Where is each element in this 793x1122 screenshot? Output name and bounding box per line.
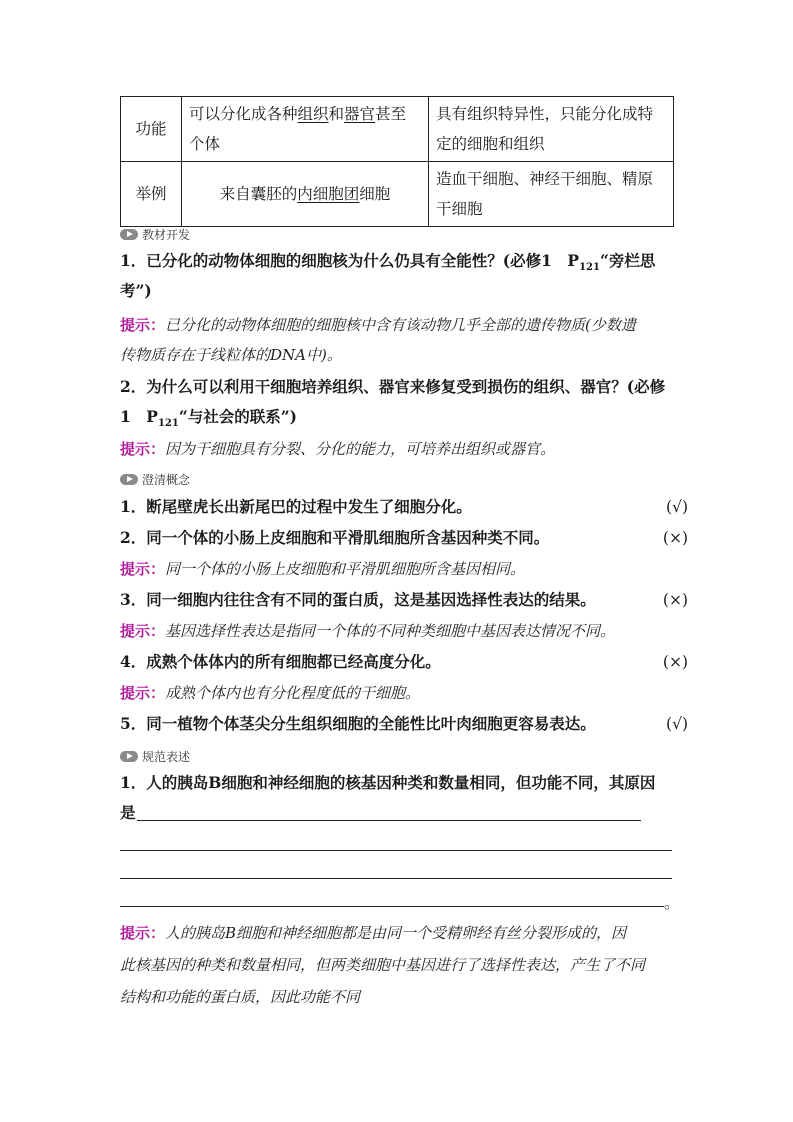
example-col2: 造血干细胞、神经干细胞、精原干细胞	[429, 162, 674, 227]
textbook-question-2: 2．为什么可以利用干细胞培养组织、器官来修复受到损伤的组织、器官？(必修	[120, 377, 666, 396]
concept-item-4: 4．成熟个体体内的所有细胞都已经高度分化。 (×)	[120, 652, 688, 671]
function-col1: 可以分化成各种组织和器官甚至个体	[182, 97, 429, 162]
expression-hint-1-cont: 此核基因的种类和数量相同，但两类细胞中基因进行了选择性表达，产生了不同	[120, 956, 646, 974]
section-textbook: 教材开发	[120, 226, 190, 242]
expression-hint-1-cont2: 结构和功能的蛋白质，因此功能不同	[120, 988, 361, 1006]
answer-blank-line[interactable]	[120, 906, 664, 907]
section-concept: 澄清概念	[120, 471, 190, 487]
comparison-table	[120, 96, 674, 227]
play-badge-icon	[120, 474, 138, 485]
table-row	[121, 162, 674, 227]
expression-question-1: 1．人的胰岛B细胞和神经细胞的核基因种类和数量相同，但功能不同，其原因	[120, 773, 656, 792]
concept-item-3: 3．同一细胞内往往含有不同的蛋白质，这是基因选择性表达的结果。 (×)	[120, 590, 688, 609]
textbook-question-1: 1．已分化的动物体细胞的细胞核为什么仍具有全能性？(必修1 $P_{121}“$旁栏思	[120, 251, 656, 274]
concept-hint-3: 提示：基因选择性表达是指同一个体的不同种类细胞中基因表达情况不同。	[120, 622, 616, 640]
expression-question-1-cont: 是	[120, 803, 136, 822]
concept-item-1: 1．断尾壁虎长出新尾巴的过程中发生了细胞分化。 (√)	[120, 497, 688, 516]
play-badge-icon	[120, 229, 138, 240]
answer-blank-line[interactable]	[120, 878, 672, 879]
function-col2: 具有组织特异性，只能分化成特定的细胞和组织	[429, 97, 674, 162]
table-row	[121, 97, 674, 162]
row-head-function: 功能	[121, 97, 182, 162]
answer-blank-line[interactable]	[137, 820, 641, 821]
textbook-hint-2: 提示：因为干细胞具有分裂、分化的能力，可培养出组织或器官。	[120, 440, 556, 458]
period-mark: 。	[664, 894, 680, 912]
play-badge-icon	[120, 751, 138, 762]
textbook-question-1-cont: 考”)	[120, 281, 152, 300]
textbook-hint-1: 提示：已分化的动物体细胞的细胞核中含有该动物几乎全部的遗传物质(少数遗	[120, 316, 636, 334]
concept-item-2: 2．同一个体的小肠上皮细胞和平滑肌细胞所含基因种类不同。 (×)	[120, 528, 688, 547]
concept-hint-4: 提示：成熟个体内也有分化程度低的干细胞。	[120, 684, 421, 702]
textbook-question-2-cont: 1 $P_{121}“$与社会的联系”)	[120, 407, 297, 430]
expression-hint-1: 提示：人的胰岛B细胞和神经细胞都是由同一个受精卵经有丝分裂形成的，因	[120, 924, 627, 942]
concept-hint-2: 提示：同一个体的小肠上皮细胞和平滑肌细胞所含基因相同。	[120, 560, 526, 578]
textbook-hint-1-cont: 传物质存在于线粒体的DNA中)。	[120, 346, 342, 364]
answer-blank-line[interactable]	[120, 850, 672, 851]
section-expression: 规范表述	[120, 748, 190, 764]
row-head-example: 举例	[121, 162, 182, 227]
concept-item-5: 5．同一植物个体茎尖分生组织细胞的全能性比叶肉细胞更容易表达。 (√)	[120, 714, 688, 733]
example-col1: 来自囊胚的内细胞团细胞	[182, 162, 429, 227]
